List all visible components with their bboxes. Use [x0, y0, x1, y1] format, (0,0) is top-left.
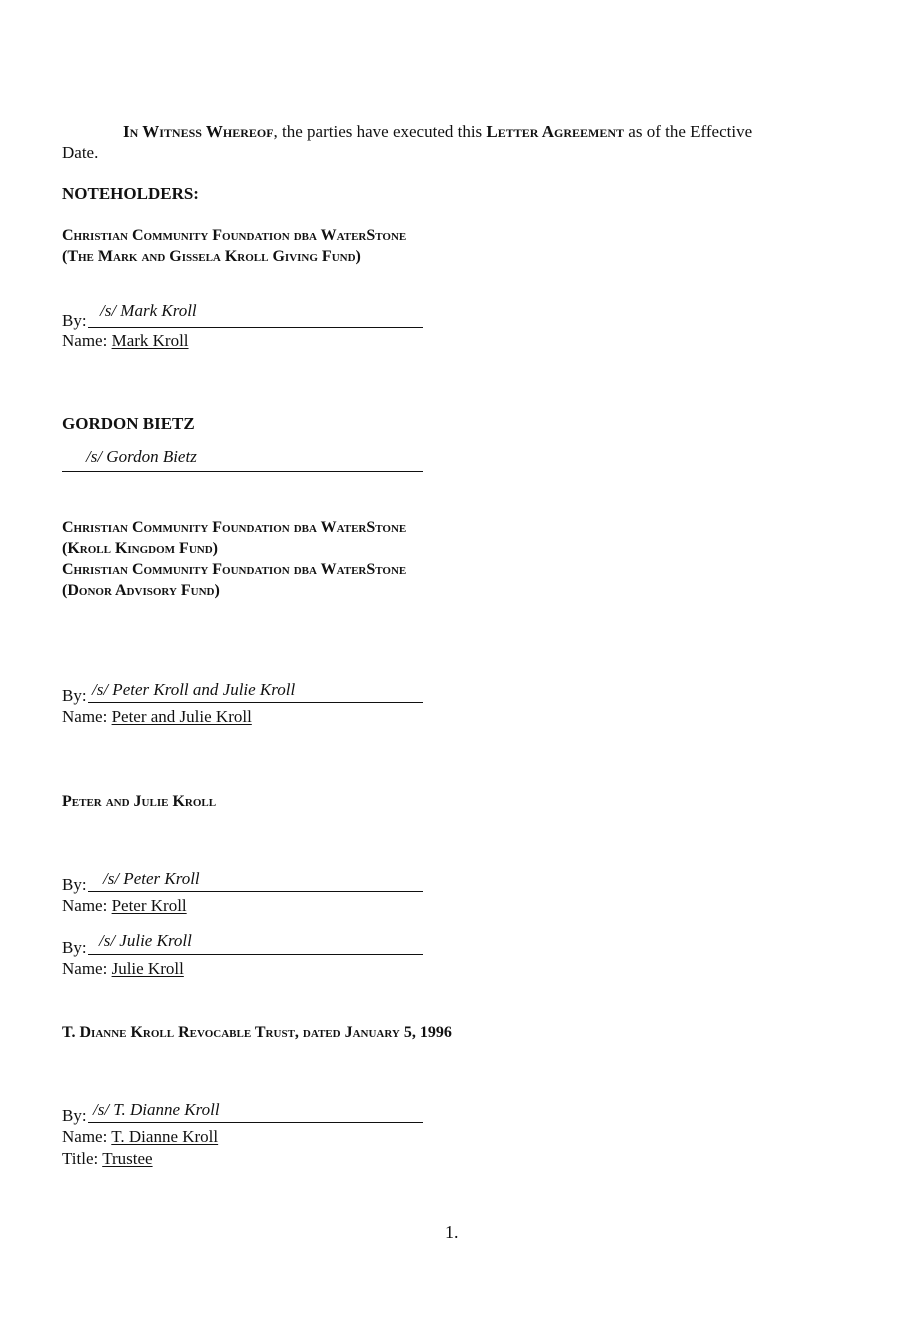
name-label: Name:	[62, 1127, 108, 1146]
title-row	[62, 1148, 153, 1169]
title-value: Trustee	[102, 1149, 153, 1168]
party-name-line2: (The Mark and Gissela Kroll Giving Fund)	[62, 248, 361, 265]
witness-paragraph-line2: Date.	[62, 143, 99, 162]
party-name-line1: Christian Community Foundation dba WaterStone	[62, 519, 407, 536]
by-label: By:	[62, 875, 87, 894]
by-label: By:	[62, 686, 87, 705]
name-row	[62, 706, 252, 727]
signature: /s/ Mark Kroll	[100, 301, 197, 320]
name-row	[62, 895, 187, 916]
name-value: Peter and Julie Kroll	[111, 707, 252, 726]
name-row	[62, 330, 189, 351]
signature-line	[62, 471, 423, 472]
signature: /s/ Peter Kroll and Julie Kroll	[92, 680, 296, 699]
by-label: By:	[62, 938, 87, 957]
by-label: By:	[62, 311, 87, 330]
signature: /s/ T. Dianne Kroll	[93, 1100, 220, 1119]
party-name-line2: (Kroll Kingdom Fund)	[62, 540, 218, 557]
party-heading: Peter and Julie Kroll	[62, 793, 217, 810]
signature: /s/ Gordon Bietz	[86, 447, 197, 466]
signature-line	[88, 702, 423, 703]
page-number: 1.	[445, 1222, 459, 1242]
name-label: Name:	[62, 331, 108, 350]
name-value: Peter Kroll	[111, 896, 187, 915]
party-name-line4: (Donor Advisory Fund)	[62, 582, 220, 599]
by-label: By:	[62, 1106, 87, 1125]
name-row	[62, 1126, 218, 1147]
name-label: Name:	[62, 896, 108, 915]
signature-line	[88, 954, 423, 955]
name-row	[62, 958, 184, 979]
signature: /s/ Julie Kroll	[99, 931, 192, 950]
signature-line	[88, 891, 423, 892]
signature-line	[88, 1122, 423, 1123]
name-value: Julie Kroll	[111, 959, 184, 978]
witness-paragraph-line1	[123, 121, 752, 142]
name-value: Mark Kroll	[111, 331, 189, 350]
noteholders-heading: NOTEHOLDERS:	[62, 184, 199, 203]
name-label: Name:	[62, 959, 108, 978]
signature: /s/ Peter Kroll	[103, 869, 200, 888]
title-label: Title:	[62, 1149, 99, 1168]
party-heading: GORDON BIETZ	[62, 414, 195, 433]
witness-lead: In Witness Whereof	[123, 122, 274, 141]
witness-agreement-term: Letter Agreement	[486, 122, 625, 141]
witness-middle: , the parties have executed this	[273, 122, 487, 141]
name-value: T. Dianne Kroll	[111, 1127, 219, 1146]
witness-tail: as of the Effective	[624, 122, 753, 141]
party-name-line1: Christian Community Foundation dba WaterStone	[62, 227, 407, 244]
name-label: Name:	[62, 707, 108, 726]
party-heading: T. Dianne Kroll Revocable Trust, dated January 5, 1996	[62, 1024, 452, 1041]
signature-line	[88, 327, 423, 328]
party-name-line3: Christian Community Foundation dba WaterStone	[62, 561, 407, 578]
